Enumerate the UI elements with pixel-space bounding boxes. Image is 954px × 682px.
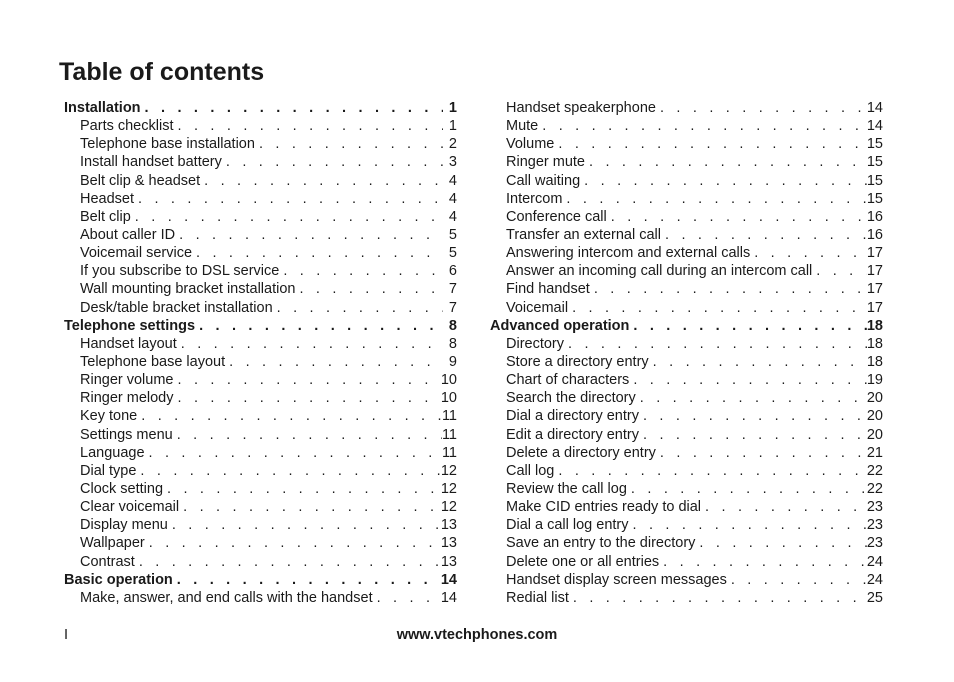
page-title: Table of contents: [59, 58, 265, 86]
dot-leader: [174, 371, 441, 389]
toc-entry-page: 11: [441, 426, 457, 443]
toc-entry-page: 20: [866, 426, 883, 443]
toc-entry-page: 15: [866, 190, 883, 207]
toc-entry: [64, 516, 457, 534]
toc-entry-label: Handset display screen messages: [506, 571, 727, 588]
toc-entry-page: 24: [866, 553, 883, 570]
toc-entry: [64, 553, 457, 571]
toc-entry-page: 7: [448, 281, 457, 298]
footer-page-number: I: [64, 627, 69, 643]
toc-entry: [64, 480, 457, 498]
toc-entry-label: Search the directory: [506, 390, 636, 407]
toc-entry: [64, 190, 457, 208]
toc-entry-label: Dial a directory entry: [506, 408, 639, 425]
dot-leader: [562, 190, 866, 208]
toc-entry-label: Volume: [506, 136, 555, 153]
toc-entry-page: 17: [866, 263, 883, 280]
toc-entry-page: 7: [448, 299, 457, 316]
toc-entry: [490, 172, 883, 190]
dot-leader: [569, 589, 867, 607]
toc-entry-label: Settings menu: [80, 426, 173, 443]
toc-entry-label: Transfer an external call: [506, 226, 662, 243]
toc-entry-page: 11: [441, 444, 457, 461]
toc-entry: [490, 353, 883, 371]
toc-entry-label: Delete one or all entries: [506, 553, 660, 570]
toc-entry: [64, 353, 457, 371]
dot-leader: [136, 462, 440, 480]
toc-entry-label: Basic operation: [64, 571, 173, 588]
toc-entry: [490, 226, 883, 244]
dot-leader: [564, 335, 867, 353]
toc-entry-page: 15: [866, 136, 883, 153]
dot-leader: [273, 299, 443, 317]
toc-entry-page: 14: [440, 589, 457, 606]
toc-entry: [490, 190, 883, 208]
toc-entry-page: 11: [441, 408, 457, 425]
toc-entry-page: 4: [448, 172, 457, 189]
toc-right-column: [490, 99, 883, 607]
toc-entry-page: 5: [448, 226, 457, 243]
dot-leader: [580, 172, 867, 190]
toc-entry: [64, 299, 457, 317]
toc-entry: [490, 589, 883, 607]
toc-entry-page: 12: [440, 499, 457, 516]
toc-entry-page: 15: [866, 154, 883, 171]
toc-entry: [490, 117, 883, 135]
toc-entry-page: 18: [866, 353, 883, 370]
dot-leader: [173, 426, 442, 444]
toc-entry-page: 13: [440, 553, 457, 570]
toc-entry-page: 4: [448, 208, 457, 225]
toc-entry-label: Language: [80, 444, 145, 461]
toc-entry-page: 14: [866, 118, 883, 135]
toc-entry: [64, 371, 457, 389]
toc-entry-label: Desk/table bracket installation: [80, 299, 273, 316]
toc-section-entry: [490, 317, 883, 335]
dot-leader: [145, 534, 441, 552]
toc-entry-page: 5: [448, 245, 457, 262]
dot-leader: [163, 480, 441, 498]
toc-entry-label: Belt clip & headset: [80, 172, 201, 189]
toc-entry-label: Conference call: [506, 208, 607, 225]
dot-leader: [607, 208, 867, 226]
toc-entry-label: Contrast: [80, 553, 135, 570]
toc-entry-label: Handset speakerphone: [506, 100, 656, 116]
toc-entry: [64, 407, 457, 425]
toc-entry-page: 8: [448, 335, 457, 352]
toc-entry: [64, 226, 457, 244]
toc-entry: [490, 244, 883, 262]
toc-entry: [64, 534, 457, 552]
toc-entry: [490, 571, 883, 589]
toc-entry-label: Telephone base installation: [80, 136, 255, 153]
toc-entry-label: Review the call log: [506, 480, 627, 497]
dot-leader: [538, 117, 867, 135]
toc-entry-page: 23: [866, 499, 883, 516]
toc-entry: [490, 516, 883, 534]
toc-entry: [64, 172, 457, 190]
toc-entry: [490, 534, 883, 552]
toc-entry-label: Key tone: [80, 408, 138, 425]
toc-entry: [64, 444, 457, 462]
toc-entry-label: Edit a directory entry: [506, 426, 639, 443]
toc-entry: [64, 426, 457, 444]
dot-leader: [701, 498, 867, 516]
toc-entry-label: If you subscribe to DSL service: [80, 263, 280, 280]
dot-leader: [279, 262, 443, 280]
toc-entry-label: Installation: [64, 100, 141, 116]
toc-entry-label: Intercom: [506, 190, 563, 207]
toc-entry-label: Voicemail: [506, 299, 569, 316]
dot-leader: [134, 190, 443, 208]
dot-leader: [590, 280, 867, 298]
toc-entry: [64, 262, 457, 280]
toc-entry: [490, 371, 883, 389]
toc-entry-page: 23: [866, 535, 883, 552]
toc-entry-page: 17: [866, 245, 883, 262]
toc-entry: [490, 99, 883, 117]
toc-entry-label: Directory: [506, 335, 565, 352]
toc-entry-page: 1: [448, 118, 457, 135]
dot-leader: [661, 226, 867, 244]
dot-leader: [636, 389, 867, 407]
toc-section-entry: [64, 317, 457, 335]
toc-entry-label: Ringer melody: [80, 390, 174, 407]
toc-entry-page: 8: [448, 317, 457, 334]
toc-entry-label: Redial list: [506, 589, 569, 606]
toc-entry-page: 20: [866, 390, 883, 407]
toc-entry-page: 12: [440, 462, 457, 479]
toc-entry-page: 15: [866, 172, 883, 189]
dot-leader: [585, 153, 867, 171]
toc-entry-page: 10: [440, 372, 457, 389]
dot-leader: [141, 99, 443, 117]
dot-leader: [131, 208, 443, 226]
toc-entry-page: 6: [448, 263, 457, 280]
toc-entry-label: Make, answer, and end calls with the handset: [80, 589, 373, 606]
toc-entry-label: Dial type: [80, 462, 137, 479]
toc-entry: [64, 208, 457, 226]
toc-entry-label: Answer an incoming call during an intercom call: [506, 263, 813, 280]
toc-section-entry: [64, 571, 457, 589]
dot-leader: [174, 389, 441, 407]
dot-leader: [656, 444, 867, 462]
toc-entry-label: Store a directory entry: [506, 353, 649, 370]
toc-entry: [490, 389, 883, 407]
toc-entry-page: 14: [866, 100, 883, 116]
toc-entry-label: Answering intercom and external calls: [506, 245, 751, 262]
toc-entry: [490, 262, 883, 280]
toc-entry-page: 25: [866, 589, 883, 606]
toc-entry: [490, 153, 883, 171]
dot-leader: [192, 244, 443, 262]
dot-leader: [554, 462, 867, 480]
dot-leader: [629, 516, 867, 534]
toc-entry: [64, 153, 457, 171]
toc-entry-page: 2: [448, 136, 457, 153]
toc-entry-label: Parts checklist: [80, 118, 174, 135]
dot-leader: [177, 335, 443, 353]
dot-leader: [222, 153, 443, 171]
toc-entry-label: Headset: [80, 190, 135, 207]
toc-entry-page: 13: [440, 535, 457, 552]
toc-entry: [64, 280, 457, 298]
toc-entry: [490, 208, 883, 226]
dot-leader: [629, 317, 866, 335]
toc-entry-page: 20: [866, 408, 883, 425]
toc-entry-label: Delete a directory entry: [506, 444, 656, 461]
toc-entry: [490, 444, 883, 462]
toc-entry-label: Wall mounting bracket installation: [80, 281, 296, 298]
dot-leader: [629, 371, 867, 389]
toc-entry-page: 16: [866, 208, 883, 225]
toc-entry-label: Clock setting: [80, 480, 164, 497]
toc-entry: [490, 498, 883, 516]
dot-leader: [173, 571, 441, 589]
dot-leader: [200, 172, 443, 190]
toc-entry: [490, 299, 883, 317]
toc-entry-page: 21: [866, 444, 883, 461]
toc-entry: [64, 135, 457, 153]
toc-entry-page: 18: [866, 317, 883, 334]
toc-entry-label: Wallpaper: [80, 535, 145, 552]
toc-entry-label: About caller ID: [80, 226, 176, 243]
toc-entry-label: Call waiting: [506, 172, 581, 189]
dot-leader: [173, 117, 443, 135]
toc-entry-page: 22: [866, 462, 883, 479]
toc-entry-page: 13: [440, 517, 457, 534]
dot-leader: [195, 317, 443, 335]
toc-entry: [490, 135, 883, 153]
toc-entry-page: 23: [866, 517, 883, 534]
toc-entry: [490, 462, 883, 480]
toc-entry-page: 1: [448, 100, 457, 116]
dot-leader: [554, 135, 866, 153]
dot-leader: [373, 589, 441, 607]
toc-entry-page: 10: [440, 390, 457, 407]
toc-entry-label: Clear voicemail: [80, 499, 180, 516]
toc-entry-label: Install handset battery: [80, 154, 222, 171]
toc-entry: [490, 426, 883, 444]
dot-leader: [137, 407, 442, 425]
toc-entry: [64, 335, 457, 353]
toc-entry: [64, 462, 457, 480]
dot-leader: [255, 135, 443, 153]
toc-entry-label: Dial a call log entry: [506, 517, 629, 534]
toc-entry-page: 24: [866, 571, 883, 588]
toc-entry: [490, 553, 883, 571]
dot-leader: [727, 571, 867, 589]
toc-entry-label: Ringer mute: [506, 154, 585, 171]
dot-leader: [168, 516, 441, 534]
toc-entry-page: 18: [866, 335, 883, 352]
dot-leader: [656, 99, 867, 117]
toc-entry-label: Voicemail service: [80, 245, 193, 262]
toc-entry-label: Make CID entries ready to dial: [506, 499, 702, 516]
toc-entry: [64, 389, 457, 407]
toc-entry-label: Belt clip: [80, 208, 131, 225]
toc-entry: [64, 589, 457, 607]
toc-entry-label: Handset layout: [80, 335, 177, 352]
toc-entry-label: Display menu: [80, 517, 168, 534]
toc-entry: [490, 480, 883, 498]
toc-entry-page: 12: [440, 480, 457, 497]
dot-leader: [175, 226, 443, 244]
dot-leader: [135, 553, 441, 571]
toc-entry: [64, 117, 457, 135]
toc-entry-label: Find handset: [506, 281, 590, 298]
toc-entry-page: 3: [448, 154, 457, 171]
toc-entry-page: 17: [866, 299, 883, 316]
toc-entry: [490, 335, 883, 353]
toc-entry-label: Save an entry to the directory: [506, 535, 696, 552]
toc-entry-label: Telephone settings: [64, 317, 196, 334]
dot-leader: [145, 444, 442, 462]
toc-entry-page: 19: [866, 372, 883, 389]
dot-leader: [639, 426, 867, 444]
toc-entry-label: Ringer volume: [80, 372, 174, 389]
dot-leader: [649, 353, 867, 371]
toc-entry-label: Mute: [506, 118, 539, 135]
dot-leader: [750, 244, 867, 262]
dot-leader: [295, 280, 443, 298]
toc-section-entry: [64, 99, 457, 117]
dot-leader: [225, 353, 443, 371]
toc-entry: [64, 244, 457, 262]
toc-entry-page: 4: [448, 190, 457, 207]
dot-leader: [659, 553, 867, 571]
toc-entry: [490, 407, 883, 425]
dot-leader: [639, 407, 867, 425]
toc-entry-label: Call log: [506, 462, 555, 479]
dot-leader: [627, 480, 867, 498]
toc-entry: [64, 498, 457, 516]
toc-entry-page: 14: [440, 571, 457, 588]
toc-entry-page: 22: [866, 480, 883, 497]
toc-left-column: [64, 99, 457, 607]
toc-entry-page: 9: [448, 353, 457, 370]
toc-entry-label: Telephone base layout: [80, 353, 226, 370]
dot-leader: [812, 262, 867, 280]
toc-entry: [490, 280, 883, 298]
dot-leader: [568, 299, 867, 317]
toc-entry-page: 17: [866, 281, 883, 298]
footer-website: www.vtechphones.com: [396, 627, 558, 643]
toc-entry-label: Advanced operation: [490, 317, 630, 334]
toc-entry-label: Chart of characters: [506, 372, 630, 389]
toc-entry-page: 16: [866, 226, 883, 243]
dot-leader: [695, 534, 866, 552]
dot-leader: [179, 498, 441, 516]
